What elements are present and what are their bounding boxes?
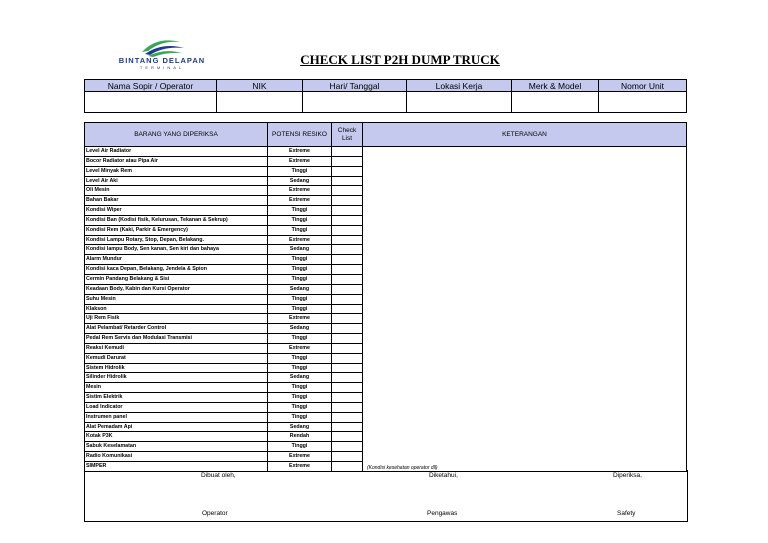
logo-subtitle: TERMINAL [139,65,185,70]
header-make-model: Merk & Model [512,80,599,92]
risk-level: Tinggi [268,412,332,422]
checklist-item-label: Alat Pemadam Api [85,422,268,432]
company-logo [112,34,212,72]
risk-level: Extreme [268,343,332,353]
operator-signature-label: Operator [202,510,228,517]
check-cell[interactable] [332,156,363,166]
field-unit-number[interactable] [599,92,687,113]
risk-level: Sedang [268,245,332,255]
risk-level: Sedang [268,176,332,186]
risk-level: Tinggi [268,166,332,176]
checklist-item-label: Kondisi Lampu Rotary, Stop, Depan, Belakang. [85,235,268,245]
supervisor-signature-label: Pengawas [427,510,458,517]
check-cell[interactable] [332,334,363,344]
notes-footer-text: (Kondisi kesehatan operator dll) [367,464,438,471]
logo-company-name: BINTANG DELAPAN [118,56,206,65]
risk-level: Sedang [268,422,332,432]
field-location[interactable] [407,92,512,113]
checklist-item-label: Mesin [85,383,268,393]
risk-level: Tinggi [268,215,332,225]
risk-level: Tinggi [268,334,332,344]
checklist-item-label: Suhu Mesin [85,294,268,304]
field-date[interactable] [303,92,407,113]
checklist-item-label: Kondisi lampu Body, Sen kanan, Sen kiri dan bahaya [85,245,268,255]
risk-level: Extreme [268,462,332,472]
checklist-item-label: Reaksi Kemudi [85,343,268,353]
checklist-item-label: Pedal Rem Servis dan Modulasi Transmisi [85,334,268,344]
check-cell[interactable] [332,166,363,176]
risk-level: Tinggi [268,383,332,393]
check-cell[interactable] [332,235,363,245]
checklist-item-label: Load Indicator [85,402,268,412]
field-make-model[interactable] [512,92,599,113]
check-cell[interactable] [332,206,363,216]
risk-level: Tinggi [268,225,332,235]
risk-level: Tinggi [268,393,332,403]
risk-level: Extreme [268,452,332,462]
check-cell[interactable] [332,363,363,373]
risk-level: Extreme [268,186,332,196]
risk-level: Sedang [268,284,332,294]
field-operator-name[interactable] [85,92,217,113]
risk-level: Rendah [268,432,332,442]
col-notes-header: KETERANGAN [363,123,687,147]
check-cell[interactable] [332,245,363,255]
risk-level: Tinggi [268,255,332,265]
document-title: CHECK LIST P2H DUMP TRUCK [300,52,500,67]
col-item-header: BARANG YANG DIPERIKSA [85,123,268,147]
checklist-item-label: Bocor Radiator atau Pipa Air [85,156,268,166]
header-location: Lokasi Kerja [407,80,512,92]
check-cell[interactable] [332,314,363,324]
risk-level: Tinggi [268,274,332,284]
field-nik[interactable] [217,92,303,113]
check-cell[interactable] [332,402,363,412]
checklist-item-label: Sistem Hidrolik [85,363,268,373]
checklist-item-label: Level Minyak Rem [85,166,268,176]
checklist-item-label: Keadaan Body, Kabin dan Kursi Operator [85,284,268,294]
risk-level: Extreme [268,235,332,245]
col-risk-header: POTENSI RESIKO [268,123,332,147]
check-cell[interactable] [332,393,363,403]
check-cell[interactable] [332,343,363,353]
risk-level: Tinggi [268,442,332,452]
check-cell[interactable] [332,215,363,225]
check-cell[interactable] [332,432,363,442]
checklist-item-label: Level Air Aki [85,176,268,186]
check-cell[interactable] [332,255,363,265]
header-operator-name: Nama Sopir / Operator [85,80,217,92]
header-info-table [84,79,687,113]
check-cell[interactable] [332,225,363,235]
risk-level: Tinggi [268,353,332,363]
header-date: Hari/ Tanggal [303,80,407,92]
check-cell[interactable] [332,324,363,334]
check-cell[interactable] [332,422,363,432]
risk-level: Extreme [268,156,332,166]
checklist-item-label: Sabuk Keselamatan [85,442,268,452]
check-cell[interactable] [332,196,363,206]
check-cell[interactable] [332,274,363,284]
checklist-table [84,122,687,472]
check-cell[interactable] [332,373,363,383]
table-row [85,147,687,157]
col-check-header: Check List [332,123,363,147]
header-nik: NIK [217,80,303,92]
checked-by-label: Diperiksa, [613,472,642,479]
checklist-item-label: Alat Pelambat/ Retarder Control [85,324,268,334]
checklist-item-label: Radio Komunikasi [85,452,268,462]
made-by-label: Dibuat oleh, [201,472,236,479]
risk-level: Sedang [268,324,332,334]
checklist-item-label: Silinder Hidrolik [85,373,268,383]
check-cell[interactable] [332,186,363,196]
check-cell[interactable] [332,176,363,186]
checklist-item-label: Kemudi Darurat [85,353,268,363]
risk-level: Extreme [268,147,332,157]
check-cell[interactable] [332,353,363,363]
checklist-item-label: Klakson [85,304,268,314]
checklist-item-label: Level Air Radiator [85,147,268,157]
check-cell[interactable] [332,265,363,275]
check-cell[interactable] [332,147,363,157]
risk-level: Tinggi [268,206,332,216]
header-unit-number: Nomor Unit [599,80,687,92]
checklist-item-label: Instrumen panel [85,412,268,422]
checklist-item-label: Bahan Bakar [85,196,268,206]
checklist-item-label: Cermin Pandang Belakang & Sisi [85,274,268,284]
known-by-label: Diketahui, [429,472,458,479]
check-cell[interactable] [332,304,363,314]
check-cell[interactable] [332,412,363,422]
check-cell[interactable] [332,294,363,304]
risk-level: Tinggi [268,294,332,304]
check-cell[interactable] [332,452,363,462]
risk-level: Extreme [268,196,332,206]
checklist-item-label: Alarm Mundur [85,255,268,265]
checklist-item-label: Kondisi kaca Depan, Belakang, Jendela & Spion [85,265,268,275]
notes-cell[interactable] [363,147,687,472]
risk-level: Tinggi [268,304,332,314]
check-cell[interactable] [332,442,363,452]
signature-area [84,470,688,522]
risk-level: Sedang [268,373,332,383]
checklist-item-label: Uji Rem Fisik [85,314,268,324]
risk-level: Tinggi [268,363,332,373]
checklist-item-label: Kondisi Ban (Kodisi fisik, Kelurusan, Tekanan & Sekrup) [85,215,268,225]
check-cell[interactable] [332,383,363,393]
checklist-item-label: Kotak P3K [85,432,268,442]
risk-level: Tinggi [268,265,332,275]
checklist-item-label: Kondisi Wiper [85,206,268,216]
risk-level: Extreme [268,314,332,324]
risk-level: Tinggi [268,402,332,412]
checklist-item-label: SIMPER [85,462,268,472]
checklist-item-label: Kondisi Rem (Kaki, Parkir & Emergency) [85,225,268,235]
safety-signature-label: Safety [617,510,636,517]
check-cell[interactable] [332,284,363,294]
checklist-item-label: Oli Mesin [85,186,268,196]
checklist-item-label: Sistim Elektrik [85,393,268,403]
